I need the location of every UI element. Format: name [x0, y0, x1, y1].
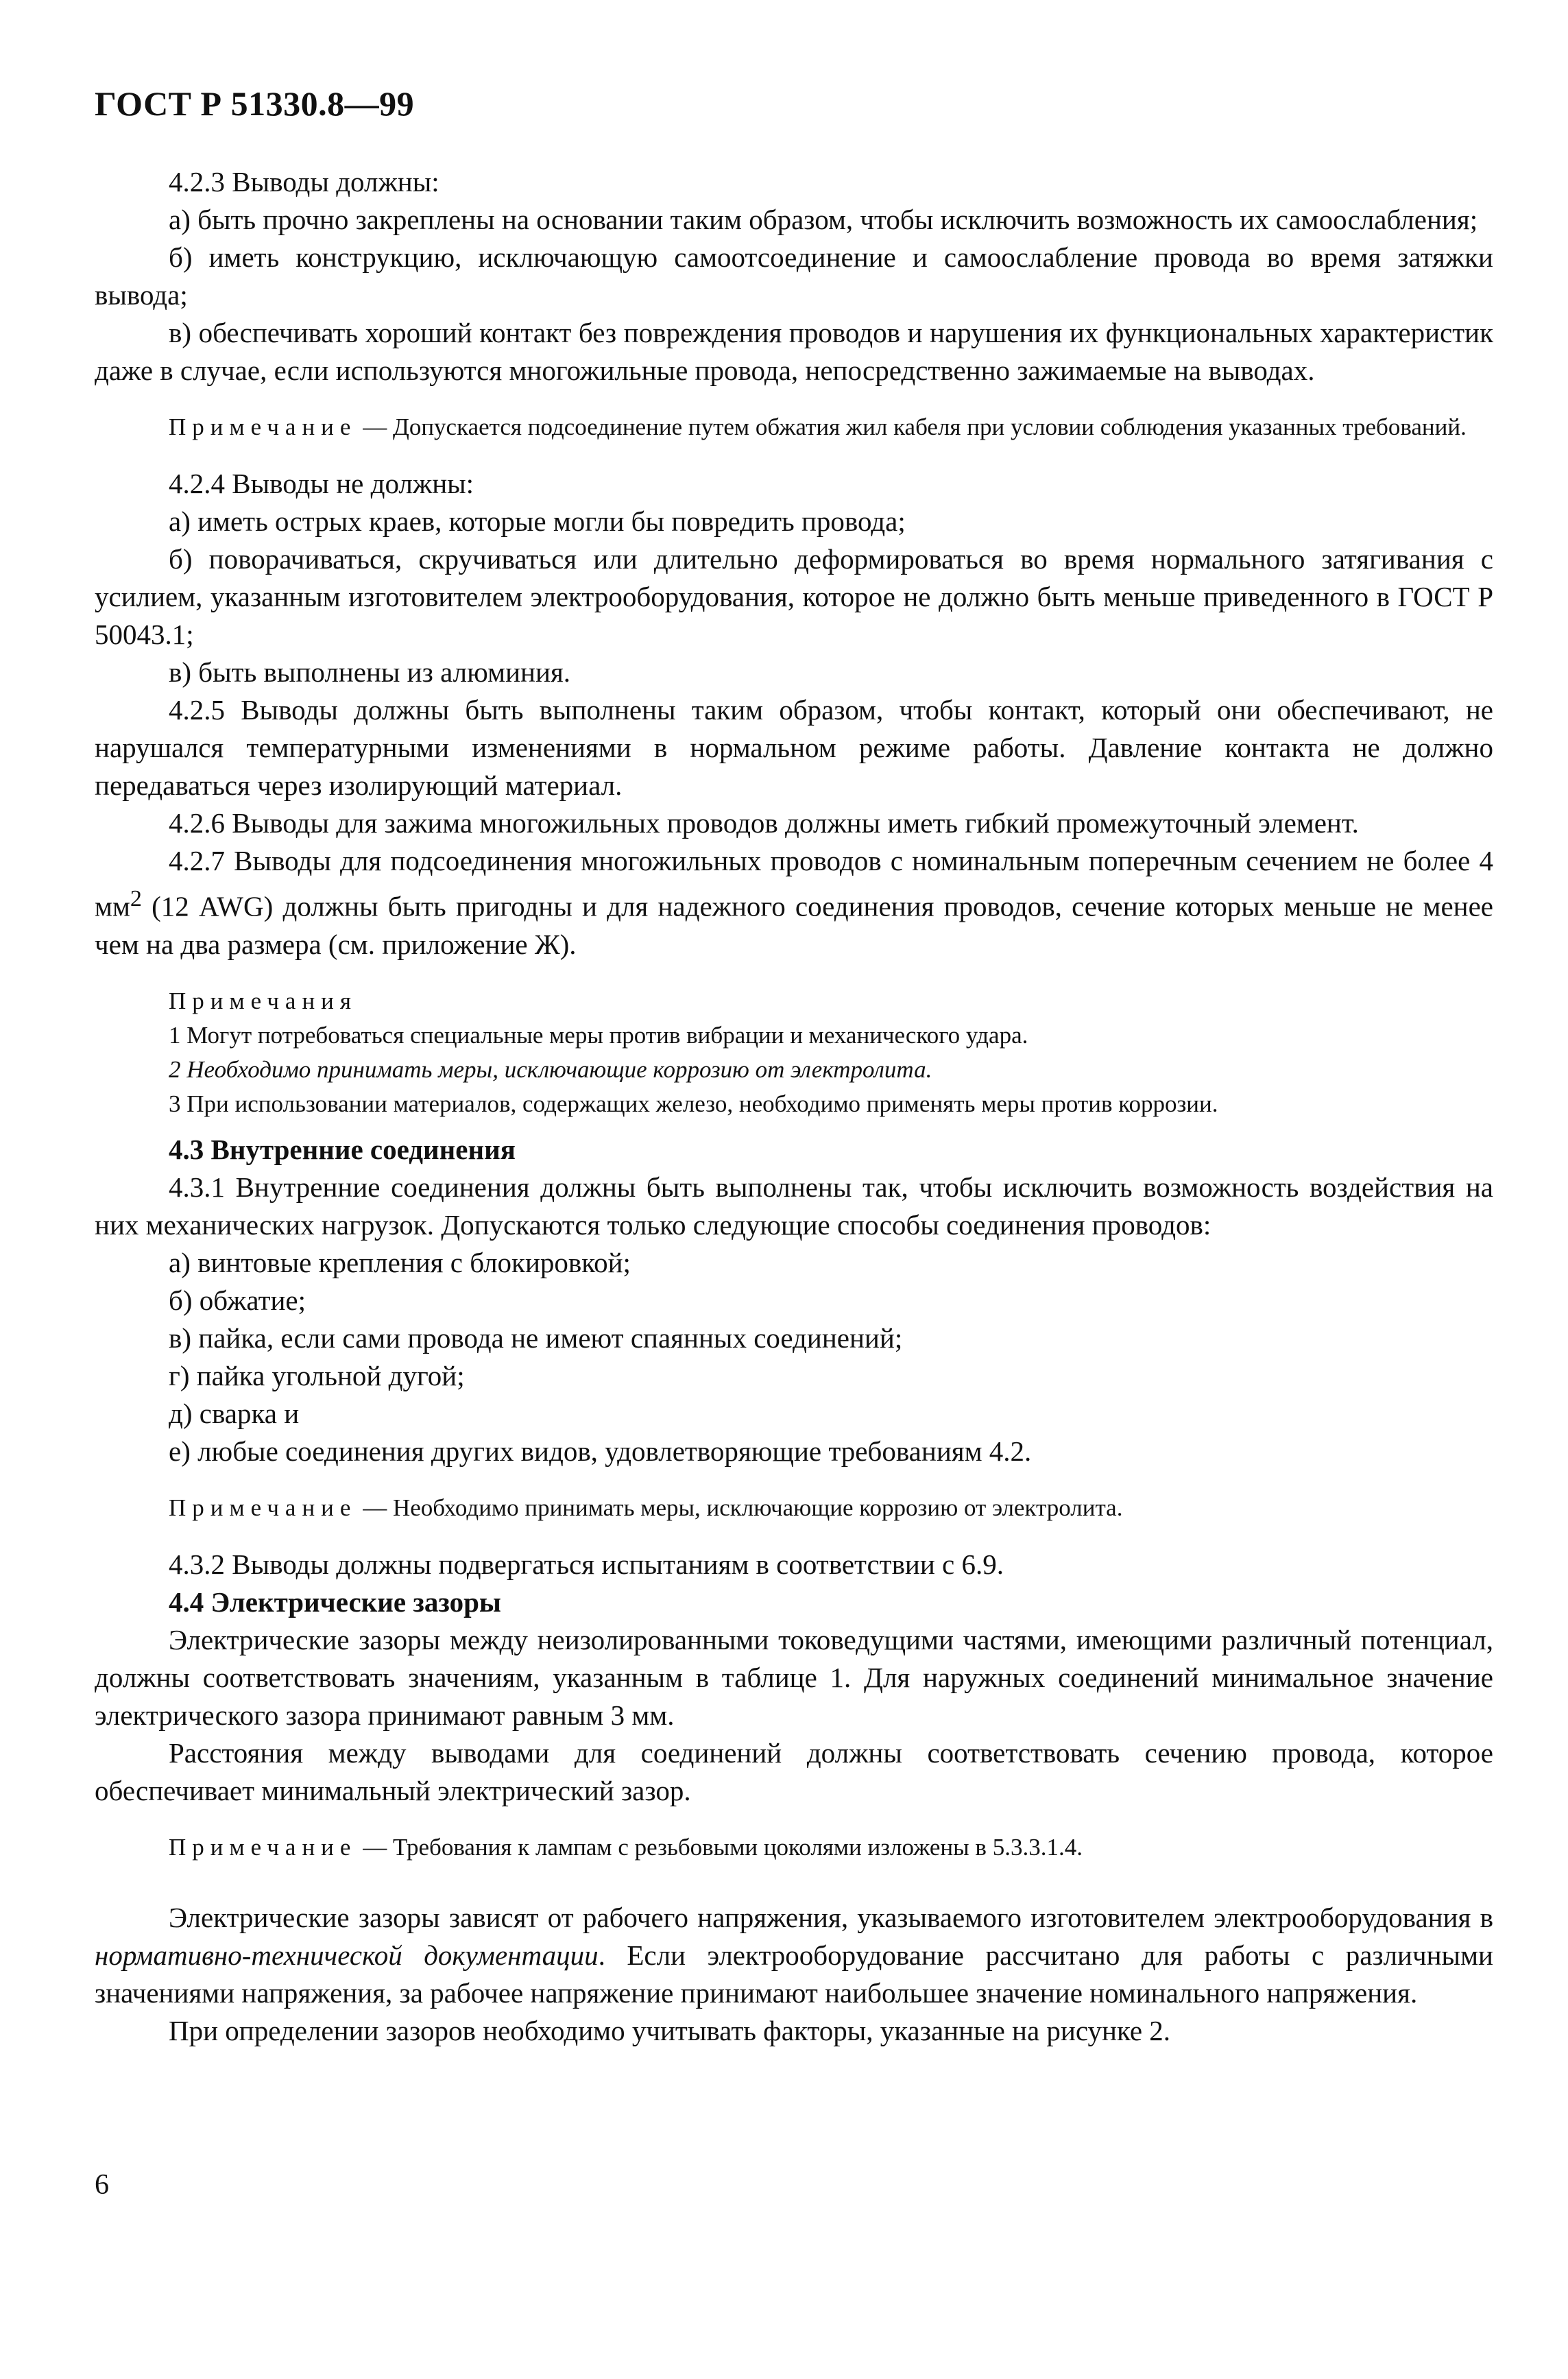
note-item-3: 3 При использовании материалов, содержащих железо, необходимо применять меры против коррозии. [169, 1090, 1218, 1117]
clause-4-3-1: 4.3.1 Внутренние соединения должны быть выполнены так, чтобы исключить возможность воздействия на них механических нагрузок. Допускаются только следующие способы соединения проводов: [95, 1171, 1493, 1241]
list-item: д) сварка и [169, 1397, 300, 1429]
note-4-3 [95, 1491, 1493, 1525]
clause-4-3-2: 4.3.2 Выводы должны подвергаться испытаниям в соответствии с 6.9. [169, 1548, 1004, 1580]
clause-4-4-para-1: Электрические зазоры между неизолированными токоведущими частями, имеющими различный потенциал, должны соответствовать значениям, указанным в таблице 1. Для наружных соединений минимальное значение электрического зазора принимают равным 3 мм. [95, 1623, 1493, 1731]
para-italic-term: нормативно-технической документации [95, 1939, 599, 1971]
document-code-header: ГОСТ Р 51330.8—99 [95, 84, 415, 123]
section-4-4-heading: 4.4 Электрические зазоры [169, 1586, 501, 1618]
note-label: Примечание [169, 1833, 357, 1861]
note-label: Примечание [169, 414, 357, 440]
clause-4-2-7-text-cont: (12 AWG) должны быть пригодны и для надежного соединения проводов, сечение которых меньше не менее чем на два размера (см. приложение Ж). [95, 890, 1493, 960]
note-text: — Допускается подсоединение путем обжатия жил кабеля при условии соблюдения указанных требований. [357, 414, 1467, 440]
clause-4-2-4-title: 4.2.4 Выводы не должны: [169, 468, 474, 499]
section-4-3-heading: 4.3 Внутренние соединения [169, 1133, 516, 1165]
clause-4-2-3-item-b: б) иметь конструкцию, исключающую самоотсоединение и самоослабление провода во время затяжки вывода; [95, 241, 1493, 311]
clause-4-2-7-text: 4.2.7 Выводы для подсоединения многожильных проводов с номинальным поперечным сечением не более 4 мм [95, 845, 1493, 922]
note-item-1: 1 Могут потребоваться специальные меры против вибрации и механического удара. [169, 1021, 1028, 1049]
para-text-cont: . Если электрооборудование рассчитано для работы с различными значениями напряжения, за рабочее напряжение принимают наибольшее значение номинального напряжения. [95, 1939, 1493, 2009]
clause-4-2-3-title: 4.2.3 Выводы должны: [169, 166, 439, 198]
note-label: Примечание [169, 1494, 357, 1521]
page-body [95, 163, 1493, 2050]
clause-4-2-5: 4.2.5 Выводы должны быть выполнены таким образом, чтобы контакт, который они обеспечивают, не нарушался температурными изменениями в нормальном режиме работы. Давление контакта не должно передаваться через изолирующий материал. [95, 694, 1493, 801]
list-item: а) винтовые крепления с блокировкой; [169, 1246, 631, 1278]
clause-4-2-4-item-c: в) быть выполнены из алюминия. [169, 656, 571, 688]
clause-4-4-para-3 [95, 1899, 1493, 2012]
clause-4-2-7 [95, 842, 1493, 964]
clause-4-4-para-2: Расстояния между выводами для соединений должны соответствовать сечению провода, которое обеспечивает минимальный электрический зазор. [95, 1736, 1493, 1806]
clause-4-2-6: 4.2.6 Выводы для зажима многожильных проводов должны иметь гибкий промежуточный элемент. [169, 807, 1359, 839]
list-item: г) пайка угольной дугой; [169, 1359, 465, 1391]
list-item: е) любые соединения других видов, удовлетворяющие требованиям 4.2. [169, 1435, 1032, 1467]
note-text: — Требования к лампам с резьбовыми цоколями изложены в 5.3.3.1.4. [357, 1833, 1083, 1861]
list-item: в) пайка, если сами провода не имеют спаянных соединений; [169, 1322, 903, 1354]
note-4-4 [95, 1830, 1493, 1865]
note-text: — Необходимо принимать меры, исключающие коррозию от электролита. [357, 1494, 1123, 1521]
clause-4-2-4-item-b: б) поворачиваться, скручиваться или длительно деформироваться во время нормального затягивания с усилием, указанным изготовителем электрооборудования, которое не должно быть меньше приведенного в ГОСТ Р 50043.1; [95, 543, 1493, 650]
para-text: Электрические зазоры зависят от рабочего напряжения, указываемого изготовителем электрооборудования в [169, 1901, 1493, 1933]
notes-label: Примечания [169, 987, 358, 1014]
clause-4-2-3-item-c: в) обеспечивать хороший контакт без повреждения проводов и нарушения их функциональных характеристик даже в случае, если используются многожильные провода, непосредственно зажимаемые на выводах. [95, 317, 1493, 386]
clause-4-2-3-item-a: а) быть прочно закреплены на основании таким образом, чтобы исключить возможность их самоослабления; [169, 204, 1478, 235]
note-4-2-3 [95, 410, 1493, 444]
clause-4-2-4-item-a: а) иметь острых краев, которые могли бы повредить провода; [169, 505, 906, 537]
note-item-2: 2 Необходимо принимать меры, исключающие коррозию от электролита. [169, 1055, 932, 1083]
superscript: 2 [130, 886, 142, 911]
list-item: б) обжатие; [169, 1284, 306, 1316]
clause-4-4-para-4: При определении зазоров необходимо учитывать факторы, указанные на рисунке 2. [169, 2014, 1171, 2046]
page-number: 6 [95, 2169, 109, 2201]
